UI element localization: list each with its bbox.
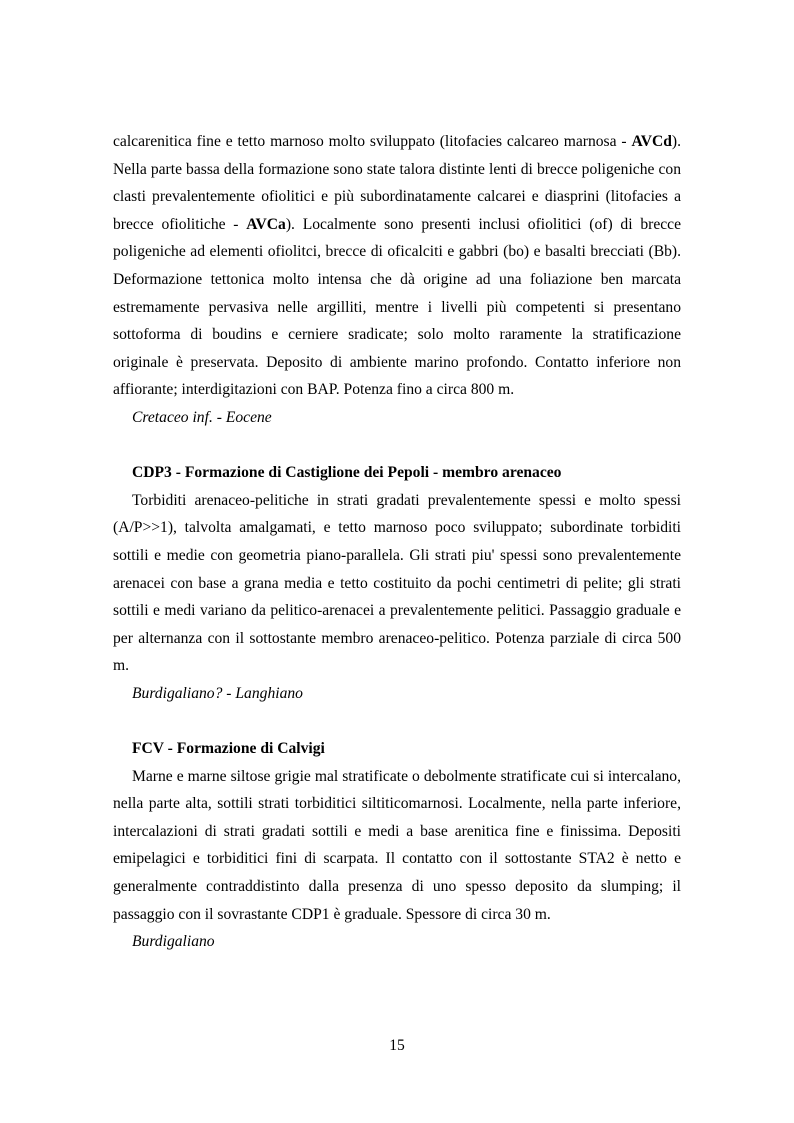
spacer: [113, 707, 681, 735]
paragraph-cdp3: Torbiditi arenaceo-pelitiche in strati gradati prevalentemente spessi e molto spessi (A/P>>1), talvolta amalgamati, e tetto marnoso poco sviluppato; subordinate torbiditi sottili e medie con geometria piano-parallela. Gli strati piu' spessi sono prevalentemente arenacei con base a grana media e tetto costituito da pochi centimetri di pelite; gli strati sottili e medi variano da pelitico-arenacei a prevalentemente pelitici. Passaggio graduale e per alternanza con il sottostante membro arenaceo-pelitico. Potenza parziale di circa 500 m.: [113, 491, 681, 675]
spacer: [113, 432, 681, 460]
age-label: Burdigaliano? - Langhiano: [132, 684, 303, 702]
age-label: Cretaceo inf. - Eocene: [132, 408, 272, 426]
paragraph-fcv: Marne e marne siltose grigie mal stratificate o debolmente stratificate cui si intercalano, nella parte alta, sottili strati torbiditici siltiticomarnosi. Localmente, nella parte inferiore, intercalazioni di strati gradati sottili e medi a base arenitica fine e finissima. Depositi emipelagici e torbiditici fini di scarpata. Il contatto con il sottostante STA2 è netto e generalmente contraddistinto dalla presenza di uno spesso deposito da slumping; il passaggio con il sovrastante CDP1 è graduale. Spessore di circa 30 m.: [113, 767, 681, 923]
section-heading-cdp3: CDP3 - Formazione di Castiglione dei Pepoli - membro arenaceo: [132, 464, 562, 482]
paragraph-text: ). Nella parte bassa della formazione sono state talora distinte lenti di brecce poligeniche con clasti prevalentemente ofiolitici e più subordinatamente calcarei e diasprini (litofacies a brecce ofiolitiche -: [113, 133, 681, 233]
page-body: [113, 128, 681, 956]
paragraph-avc-continuation: [113, 128, 681, 404]
paragraph-text: calcarenitica fine e tetto marnoso molto sviluppato (litofacies calcareo marnosa -: [113, 133, 632, 150]
unit-code-avcd: AVCd: [631, 133, 672, 150]
age-label: Burdigaliano: [132, 933, 215, 951]
section-heading-fcv: FCV - Formazione di Calvigi: [132, 740, 325, 758]
page-number: 15: [389, 1037, 405, 1054]
unit-code-avca: AVCa: [246, 215, 286, 233]
paragraph-text: ). Localmente sono presenti inclusi ofiolitici (of) di brecce poligeniche ad elementi ofiolitci, brecce di oficalciti e gabbri (bo) e basalti brecciati (Bb). Deformazione tettonica molto intensa che dà origine ad una foliazione ben marcata estremamente pervasiva nelle argilliti, mentre i livelli più competenti si presentano sottoforma di boudins e cerniere sradicate; solo molto raramente la stratificazione originale è preservata. Deposito di ambiente marino profondo. Contatto inferiore non affiorante; interdigitazioni con BAP. Potenza fino a circa 800 m.: [113, 215, 681, 399]
